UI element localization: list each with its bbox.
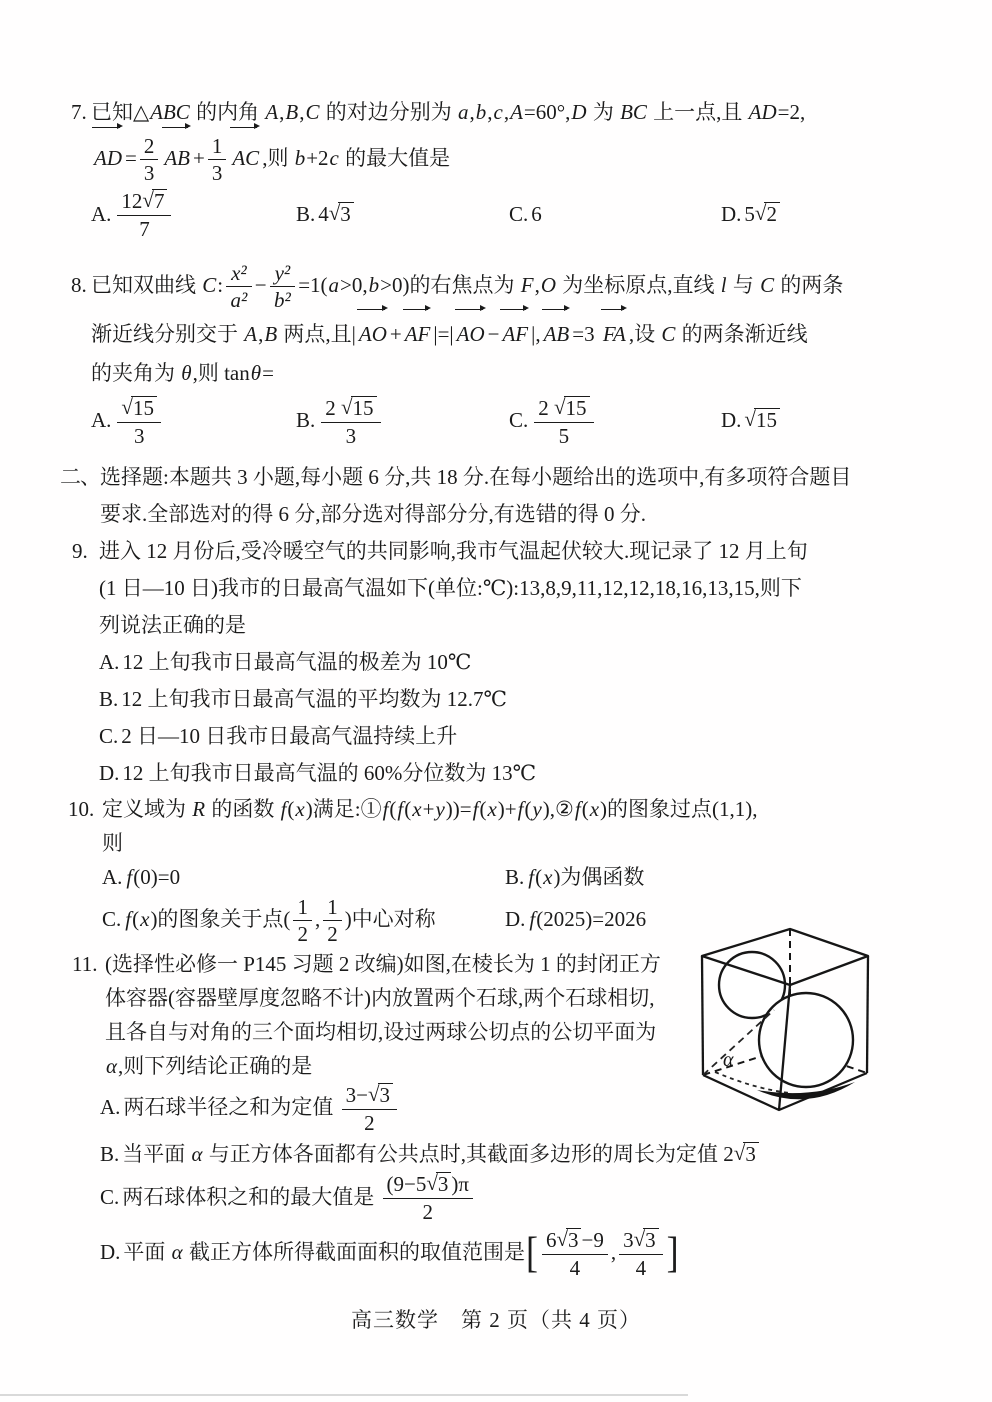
option-value: √15 xyxy=(744,408,780,432)
q7-option-c xyxy=(509,186,721,243)
q8-option-a xyxy=(91,392,296,449)
question-10-options-row-1 xyxy=(0,860,992,894)
question-7-options xyxy=(0,186,992,243)
option-label: A. xyxy=(91,201,112,226)
question-9-text: 进入 12 月份后,受冷暖空气的共同影响,我市气温起伏较大.现记录了 12 月上旬 xyxy=(99,538,808,563)
option-value: f(x)的图象关于点( $\frac{1}{2}$ , $\frac{1}{2}$ )中心对称 xyxy=(125,894,436,946)
page-footer: 高三数学 第 2 页（共 4 页） xyxy=(351,1307,641,1332)
question-8-line-2 xyxy=(91,313,992,355)
question-9-text2: (1 日—10 日)我市的日最高气温如下(单位:℃):13,8,9,11,12,12,18,16,13,15,则下 xyxy=(99,575,802,600)
sphere-large xyxy=(759,993,853,1087)
question-8-line-1 xyxy=(71,258,992,313)
option-label: D. xyxy=(721,201,742,226)
question-7-line-2 xyxy=(91,131,992,186)
question-10-line-2 xyxy=(102,826,992,860)
q8-option-d xyxy=(721,392,992,449)
question-10 xyxy=(0,792,992,860)
question-10-text: 定义域为 R 的函数 f(x)满足:①f(f(x+y))=f(x)+f(y),②f(x)的图象过点(1,1), xyxy=(102,796,758,821)
option-value: $\frac{2 √15}{3}$ xyxy=(318,408,383,432)
question-11-line-3 xyxy=(105,1015,705,1049)
option-label: C. xyxy=(509,201,529,226)
question-9-line-2 xyxy=(99,570,992,607)
section-2-number: 二、 xyxy=(60,464,100,489)
question-11-line-1 xyxy=(72,947,705,981)
q9-option-a xyxy=(99,644,992,681)
option-label: B. xyxy=(296,201,316,226)
option-label: A. xyxy=(91,408,112,433)
option-value: 5√2 xyxy=(744,202,780,226)
question-11-text3: 且各自与对角的三个面均相切,设过两球公切点的公切平面为 xyxy=(105,1019,657,1044)
option-value: 两石球体积之和的最大值是 $\frac{(9-5√3 )\pi}{2}$ xyxy=(122,1185,476,1209)
question-11-line-2 xyxy=(105,981,705,1015)
q7-option-d xyxy=(721,186,992,243)
question-8-text2: 渐近线分别交于 A,B 两点,且| AO + AF |=| AO − AF |, AB =3 FA ,设 C 的两条渐近线 xyxy=(91,322,808,346)
section-2-text2: 要求.全部选对的得 6 分,部分选对得部分分,有选错的得 0 分. xyxy=(100,501,646,526)
option-label: C. xyxy=(102,906,122,931)
section-2-line-2 xyxy=(100,496,992,533)
question-9-line-3 xyxy=(99,607,992,644)
option-label: D. xyxy=(721,408,742,433)
section-2-header xyxy=(0,459,992,533)
option-value: 2 日—10 日我市日最高气温持续上升 xyxy=(121,723,458,748)
question-11-number: 11. xyxy=(72,951,98,976)
option-value: f(0)=0 xyxy=(126,864,181,889)
question-7 xyxy=(0,94,992,186)
question-8-text: 已知双曲线 C: $\frac{\text{x²}}{\text{a²}}$ − $\frac{\text{y²}}{\text{b²}}$ =1(a>0,b>0)的右焦点为 F,O 为坐标原点,直线 l 与 C 的两条 xyxy=(91,261,844,313)
option-label: D. xyxy=(100,1240,121,1265)
section-2-line-1 xyxy=(60,459,992,496)
question-8-options xyxy=(0,392,992,449)
cube-figure-svg xyxy=(695,920,992,1125)
q10-option-b xyxy=(505,860,992,894)
question-9-text3: 列说法正确的是 xyxy=(99,612,246,637)
question-11-text2: 体容器(容器壁厚度忽略不计)内放置两个石球,两个石球相切, xyxy=(105,985,655,1010)
option-value: f(x)为偶函数 xyxy=(528,864,645,889)
option-label: B. xyxy=(296,408,316,433)
q10-option-a xyxy=(102,860,505,894)
question-9 xyxy=(0,533,992,792)
alpha-label: α xyxy=(723,1049,734,1071)
q11-option-c xyxy=(100,1172,992,1226)
option-value: 12 上旬我市日最高气温的极差为 10℃ xyxy=(122,649,472,674)
option-label: B. xyxy=(505,864,525,889)
question-7-line-1 xyxy=(71,94,992,131)
option-value: 当平面 α 与正方体各面都有公共点时,其截面多边形的周长为定值 2√3 xyxy=(122,1142,759,1166)
question-10-text2: 则 xyxy=(102,830,123,855)
q10-option-c xyxy=(102,894,505,947)
q9-option-b xyxy=(99,681,992,718)
question-10-line-1 xyxy=(68,792,992,826)
q7-option-a xyxy=(91,186,296,243)
q9-option-c xyxy=(99,718,992,755)
section-2-text: 选择题:本题共 3 小题,每小题 6 分,共 18 分.在每小题给出的选项中,有多项符合题目 xyxy=(100,464,852,489)
q8-option-c xyxy=(509,392,721,449)
q11-option-d xyxy=(100,1225,992,1281)
option-value: f(2025)=2026 xyxy=(529,906,647,931)
option-value: 12 上旬我市日最高气温的 60%分位数为 13℃ xyxy=(122,760,537,785)
question-8 xyxy=(0,258,992,392)
q11-option-b xyxy=(100,1136,992,1172)
scan-edge-line xyxy=(0,1394,688,1396)
option-value: $\frac{12√7}{7}$ xyxy=(114,202,174,226)
option-label: A. xyxy=(100,1094,121,1119)
question-9-line-1 xyxy=(72,533,992,570)
option-value: $\frac{√15}{3}$ xyxy=(114,408,164,432)
option-label: D. xyxy=(99,760,120,785)
question-7-formula: AD = $\frac{2}{3}$ AB + $\frac{1}{3}$ AC ,则 b+2c 的最大值是 xyxy=(91,146,450,170)
option-label: B. xyxy=(100,1141,120,1166)
question-8-number: 8. xyxy=(71,273,87,298)
option-label: A. xyxy=(99,649,120,674)
q7-option-b xyxy=(296,186,509,243)
option-value: 4√3 xyxy=(318,202,354,226)
option-label: D. xyxy=(505,906,526,931)
q9-option-d xyxy=(99,755,992,792)
option-value: 6 xyxy=(531,201,542,226)
question-7-number: 7. xyxy=(71,100,87,124)
question-9-number: 9. xyxy=(72,538,88,563)
cube-figure xyxy=(695,920,992,1125)
option-label: C. xyxy=(99,723,119,748)
question-10-number: 10. xyxy=(68,796,95,821)
option-label: B. xyxy=(99,686,119,711)
option-label: C. xyxy=(100,1184,120,1209)
q8-option-b xyxy=(296,392,509,449)
question-8-line-3 xyxy=(91,355,992,392)
option-value: $\frac{2 √15}{5}$ xyxy=(531,408,596,432)
option-value: 两石球半径之和为定值 $\frac{3-√3}{2}$ xyxy=(123,1095,400,1119)
question-11-text4: α,则下列结论正确的是 xyxy=(106,1053,313,1078)
question-11-line-4 xyxy=(105,1049,705,1083)
question-7-text: 已知△ABC 的内角 A,B,C 的对边分别为 a,b,c,A=60°,D 为 BC 上一点,且 AD=2, xyxy=(91,100,806,124)
option-value: 12 上旬我市日最高气温的平均数为 12.7℃ xyxy=(121,686,508,711)
question-8-text3: 的夹角为 θ,则 tanθ= xyxy=(91,361,274,386)
option-label: A. xyxy=(102,864,123,889)
option-value: 平面 α 截正方体所得截面面积的取值范围是[ $\frac{6√3 -9}{4}$ , $\frac{3√3}{4}$ ] xyxy=(123,1227,679,1281)
question-11-text: (选择性必修一 P145 习题 2 改编)如图,在棱长为 1 的封闭正方 xyxy=(105,951,661,976)
option-label: C. xyxy=(509,408,529,433)
